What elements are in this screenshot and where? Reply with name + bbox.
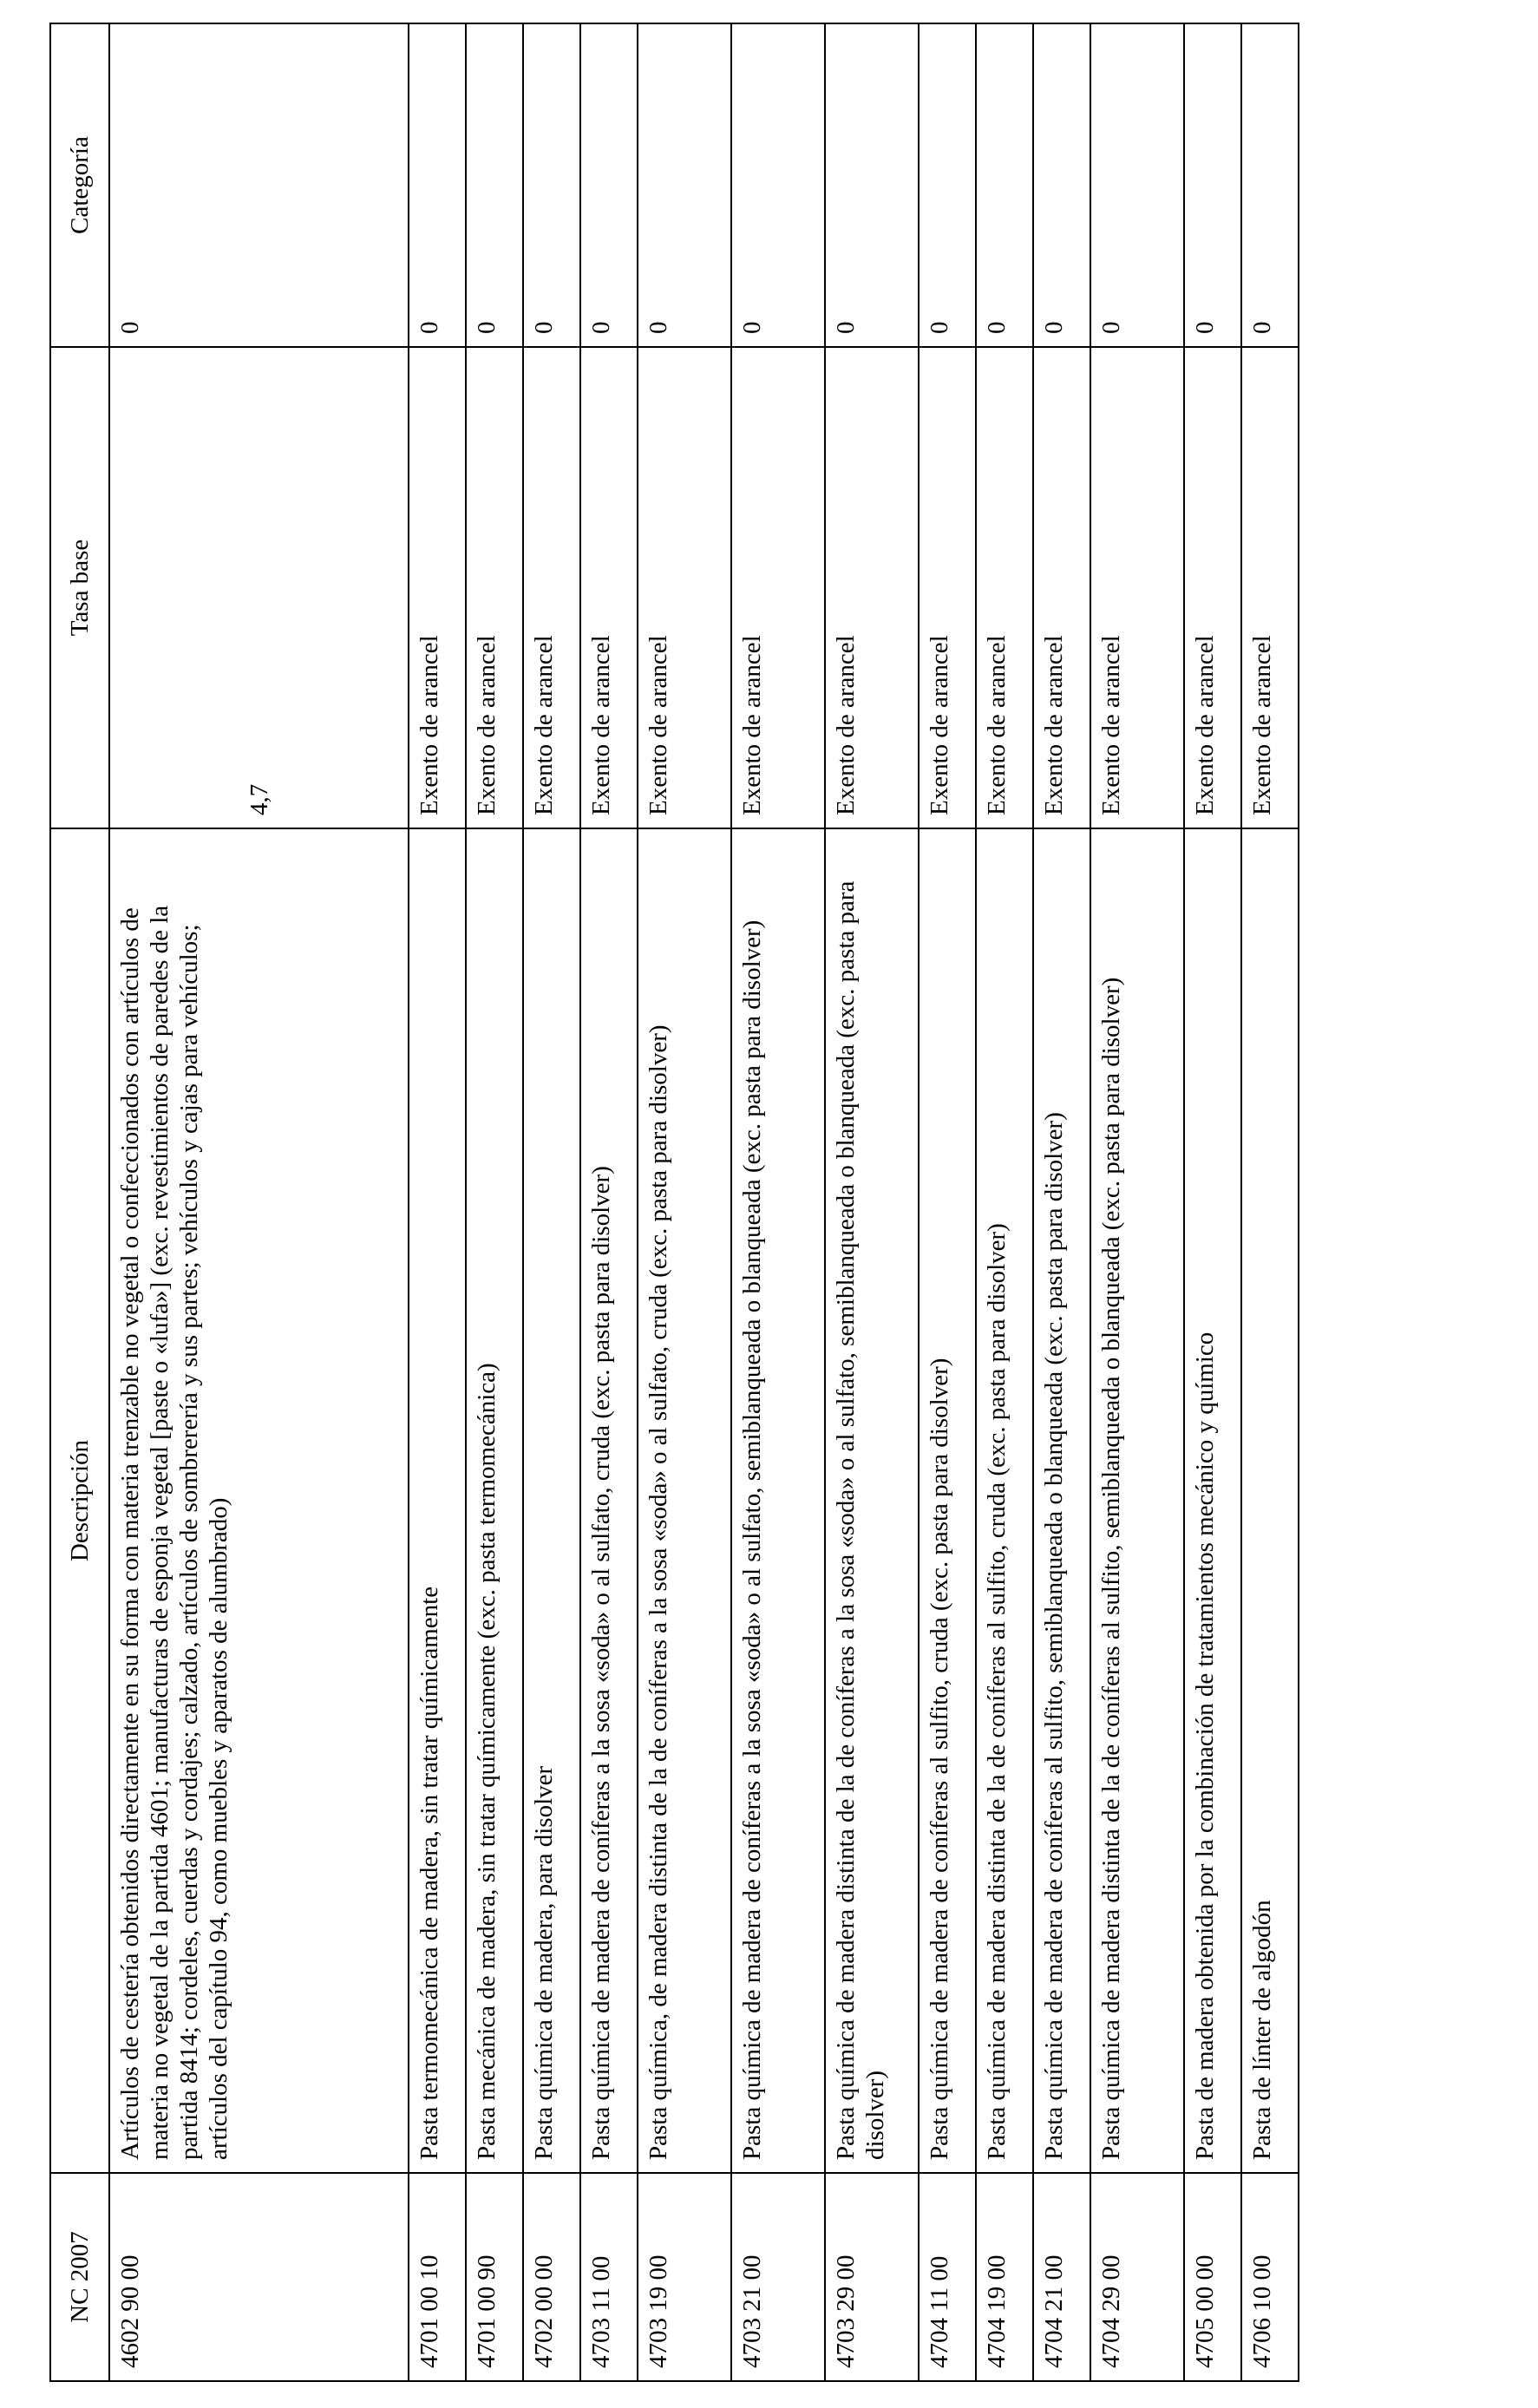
table-row	[825, 23, 919, 2381]
nc-code-cell: 4704 11 00	[919, 2173, 976, 2381]
category-cell: 0	[638, 23, 731, 347]
base-rate-cell: Exento de arancel	[1241, 347, 1299, 828]
table-row	[1241, 23, 1299, 2381]
category-cell: 0	[409, 23, 466, 347]
header-nc-2007: NC 2007	[50, 2173, 109, 2381]
nc-code-cell: 4704 21 00	[1033, 2173, 1090, 2381]
header-descripcion: Descripción	[50, 828, 109, 2173]
table-row	[731, 23, 825, 2381]
base-rate-cell: Exento de arancel	[1090, 347, 1184, 828]
table-row	[109, 23, 409, 2381]
table-row	[976, 23, 1033, 2381]
category-cell: 0	[1241, 23, 1299, 347]
description-cell: Pasta química de madera de coníferas a la sosa «soda» o al sulfato, cruda (exc. pasta para disolver)	[580, 828, 638, 2173]
table-row	[466, 23, 523, 2381]
description-cell: Artículos de cestería obtenidos directamente en su forma con materia trenzable no vegetal o confeccionados con artículos de materia no vegetal de la partida 4601; manufacturas de esponja vegetal [paste o «lufa»] (exc. revestimientos de paredes de la partida 8414; cordeles, cuerdas y cordajes; calzado, artículos de sombrerería y sus partes; vehículos y cajas para vehículos; artículos del capítulo 94, como muebles y aparatos de alumbrado)	[109, 828, 409, 2173]
category-cell: 0	[466, 23, 523, 347]
nc-code-cell: 4703 21 00	[731, 2173, 825, 2381]
category-cell: 0	[109, 23, 409, 347]
nc-code-cell: 4704 19 00	[976, 2173, 1033, 2381]
base-rate-cell: Exento de arancel	[523, 347, 580, 828]
table-row	[638, 23, 731, 2381]
nc-code-cell: 4602 90 00	[109, 2173, 409, 2381]
header-row	[50, 23, 109, 2381]
base-rate-cell: Exento de arancel	[1184, 347, 1241, 828]
nc-code-cell: 4703 29 00	[825, 2173, 919, 2381]
base-rate-cell: Exento de arancel	[409, 347, 466, 828]
category-cell: 0	[580, 23, 638, 347]
description-cell: Pasta química de madera distinta de la de coníferas al sulfito, cruda (exc. pasta para disolver)	[976, 828, 1033, 2173]
nc-code-cell: 4704 29 00	[1090, 2173, 1184, 2381]
nc-code-cell: 4705 00 00	[1184, 2173, 1241, 2381]
category-cell: 0	[523, 23, 580, 347]
description-cell: Pasta química de madera distinta de la de coníferas al sulfito, semiblanqueada o blanqueada (exc. pasta para disolver)	[1090, 828, 1184, 2173]
description-cell: Pasta de madera obtenida por la combinación de tratamientos mecánico y químico	[1184, 828, 1241, 2173]
description-cell: Pasta termomecánica de madera, sin tratar químicamente	[409, 828, 466, 2173]
nc-code-cell: 4701 00 10	[409, 2173, 466, 2381]
description-cell: Pasta química de madera de coníferas al sulfito, cruda (exc. pasta para disolver)	[919, 828, 976, 2173]
base-rate-cell: 4,7	[109, 347, 409, 828]
category-cell: 0	[731, 23, 825, 347]
table-row	[580, 23, 638, 2381]
category-cell: 0	[1090, 23, 1184, 347]
description-cell: Pasta química de madera de coníferas al sulfito, semiblanqueada o blanqueada (exc. pasta para disolver)	[1033, 828, 1090, 2173]
table-row	[919, 23, 976, 2381]
table-row	[1033, 23, 1090, 2381]
description-cell: Pasta química, de madera distinta de la de coníferas a la sosa «soda» o al sulfato, cruda (exc. pasta para disolver)	[638, 828, 731, 2173]
base-rate-cell: Exento de arancel	[919, 347, 976, 828]
description-cell: Pasta mecánica de madera, sin tratar químicamente (exc. pasta termomecánica)	[466, 828, 523, 2173]
header-categoria: Categoría	[50, 23, 109, 347]
category-cell: 0	[976, 23, 1033, 347]
table-row	[1184, 23, 1241, 2381]
nc-code-cell: 4703 11 00	[580, 2173, 638, 2381]
table-row	[1090, 23, 1184, 2381]
description-cell: Pasta química de madera de coníferas a la sosa «soda» o al sulfato, semiblanqueada o blanqueada (exc. pasta para disolver)	[731, 828, 825, 2173]
nc-code-cell: 4702 00 00	[523, 2173, 580, 2381]
nc-code-cell: 4706 10 00	[1241, 2173, 1299, 2381]
tariff-table	[49, 23, 1299, 2382]
category-cell: 0	[825, 23, 919, 347]
description-cell: Pasta química de madera distinta de la de coníferas a la sosa «soda» o al sulfato, semiblanqueada o blanqueada (exc. pasta para disolver)	[825, 828, 919, 2173]
category-cell: 0	[1184, 23, 1241, 347]
header-tasa-base: Tasa base	[50, 347, 109, 828]
base-rate-cell: Exento de arancel	[825, 347, 919, 828]
base-rate-cell: Exento de arancel	[1033, 347, 1090, 828]
base-rate-cell: Exento de arancel	[638, 347, 731, 828]
base-rate-cell: Exento de arancel	[580, 347, 638, 828]
category-cell: 0	[1033, 23, 1090, 347]
table-row	[523, 23, 580, 2381]
nc-code-cell: 4703 19 00	[638, 2173, 731, 2381]
base-rate-cell: Exento de arancel	[976, 347, 1033, 828]
table-row	[409, 23, 466, 2381]
description-cell: Pasta de línter de algodón	[1241, 828, 1299, 2173]
category-cell: 0	[919, 23, 976, 347]
description-cell: Pasta química de madera, para disolver	[523, 828, 580, 2173]
base-rate-cell: Exento de arancel	[731, 347, 825, 828]
nc-code-cell: 4701 00 90	[466, 2173, 523, 2381]
base-rate-cell: Exento de arancel	[466, 347, 523, 828]
